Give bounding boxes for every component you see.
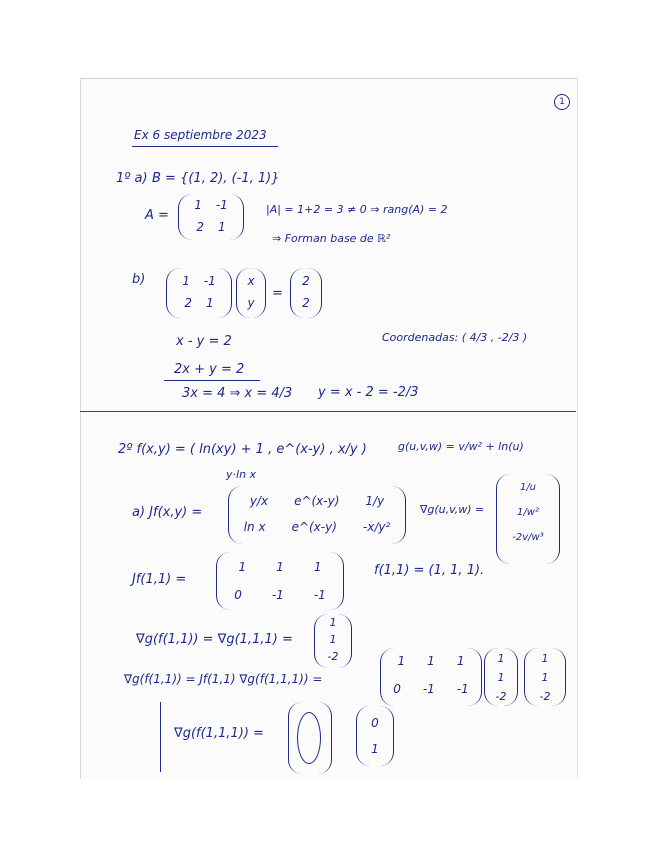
p1-conclusion: ⇒ Forman base de ℝ² [272,232,391,245]
scribble-mark [297,712,321,764]
p2-f11: f(1,1) = (1, 1, 1). [374,563,485,578]
p1-equals: = [272,286,283,301]
p2-gradg-vector: 1 1 -2 [314,614,352,668]
p2-final-vector: 0 1 [356,706,394,766]
p2-jf11-label: Jf(1,1) = [132,572,187,587]
section-divider [80,411,576,412]
page-number: 1 [554,94,570,110]
p1-eq2: 2x + y = 2 [174,362,245,377]
p2-grad-label: ∇g(u,v,w) = [420,503,485,516]
p1-matrix-A: 1 -1 2 1 [178,194,244,240]
p1-b-label: b) [132,272,146,287]
p2-function-f: 2º f(x,y) = ( ln(xy) + 1 , e^(x-y) , x/y ) [118,442,367,457]
p1-coordinates: Coordenadas: ( 4/3 , -2/3 ) [382,331,528,344]
p2-chain-vector: 1 1 -2 [484,648,518,706]
p2-jf11-matrix: 1 1 1 0 -1 -1 [216,552,344,610]
p2-gradg-line: ∇g(f(1,1)) = ∇g(1,1,1) = [136,632,293,647]
title-underline [132,146,278,147]
p1-label: 1º a) [116,171,148,186]
p2-chain-matrix: 1 1 1 0 -1 -1 [380,648,482,706]
p1-A-label: A = [145,208,169,223]
p1-sum-line [164,380,260,381]
p1-basis: B = {(1, 2), (-1, 1)} [152,171,280,186]
exam-title: Ex 6 septiembre 2023 [134,128,267,142]
p1-vector-rhs: 2 2 [290,268,322,318]
p2-function-g: g(u,v,w) = v/w² + ln(u) [398,440,524,453]
p2-final-label: ∇g(f(1,1,1)) = [174,726,264,741]
p2-f-note: y·ln x [226,468,257,481]
p2-chain-vector-2: 1 1 -2 [524,648,566,706]
p1-vector-xy: x y [236,268,266,318]
p2-final-scribble-vector [288,702,332,774]
p2-chain-line: ∇g(f(1,1)) = Jf(1,1) ∇g(f(1,1,1)) = [124,672,323,686]
p1-eq3: 3x = 4 ⇒ x = 4/3 [182,386,293,401]
p2-a-label: a) Jf(x,y) = [132,505,203,520]
p1-eq4: y = x - 2 = -2/3 [318,385,419,400]
p1-matrix-M: 1 -1 2 1 [166,268,232,318]
p2-grad-vector: 1/u 1/w² -2v/w³ [496,474,560,564]
p2-jacobian: y/x e^(x-y) 1/y ln x e^(x-y) -x/y² [228,486,406,544]
p1-eq1: x - y = 2 [176,334,232,349]
p1-determinant: |A| = 1+2 = 3 ≠ 0 ⇒ rang(A) = 2 [266,203,448,216]
